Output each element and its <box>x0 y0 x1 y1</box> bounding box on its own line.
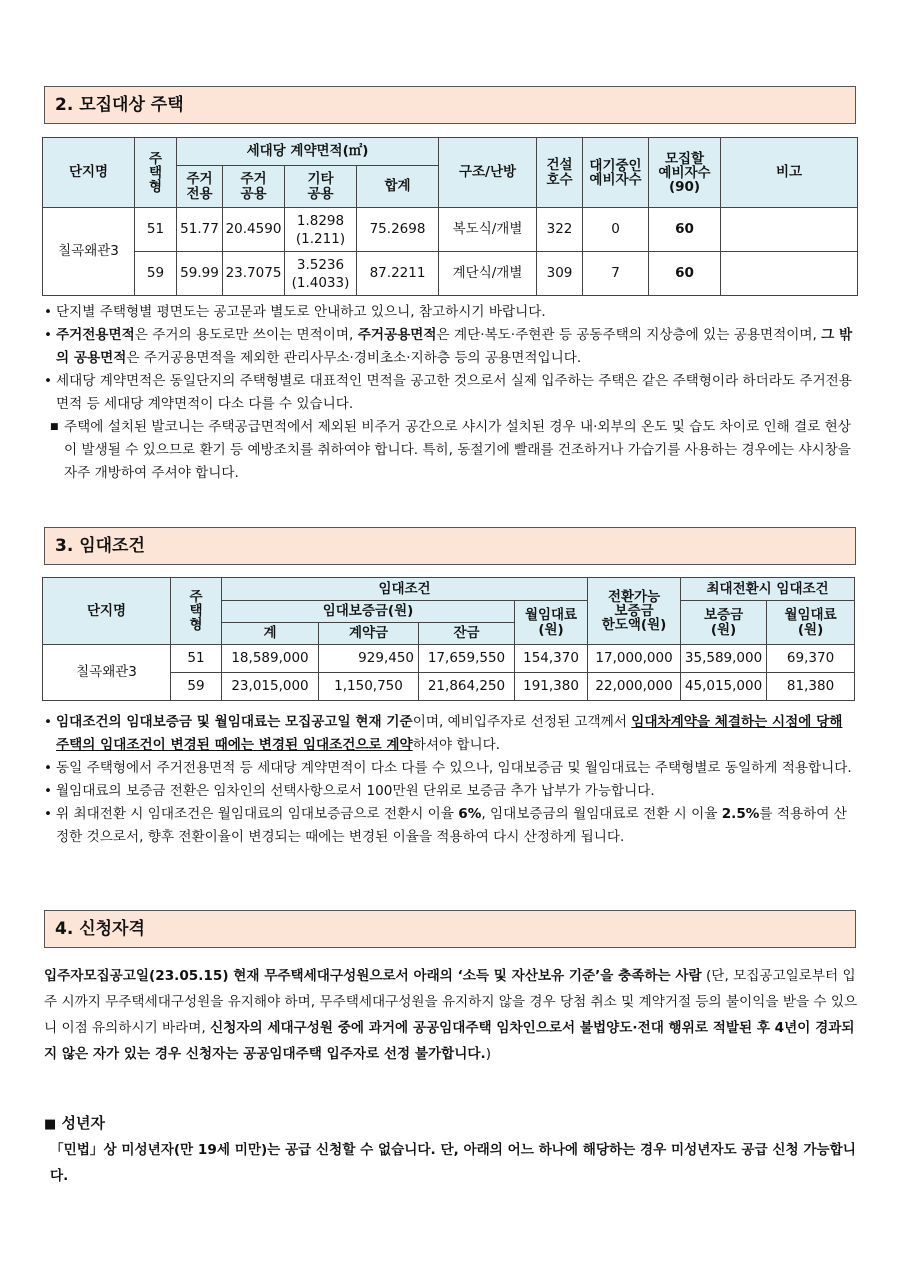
sec2-notes <box>44 301 858 485</box>
table-row <box>43 208 858 252</box>
cell-total: 18,589,000 <box>222 645 319 673</box>
note-item: • 월임대료의 보증금 전환은 임차인의 선택사항으로서 100만원 단위로 보증금 추가 납부가 가능합니다. <box>44 783 655 799</box>
cell-balance: 17,659,550 <box>419 645 515 673</box>
cell-max-deposit: 35,589,000 <box>681 645 767 673</box>
section-header-4: 4. 신청자격 <box>44 910 856 948</box>
header-deposit: 임대보증금(원) <box>222 601 515 623</box>
cell-recruit: 60 <box>649 208 721 252</box>
header-units: 건설 호수 <box>537 138 583 208</box>
header-total: 계 <box>222 623 319 645</box>
adult-section-body: 「민법」상 미성년자(만 19세 미만)는 공급 신청할 수 없습니다. 단, 아래의 어느 하나에 해당하는 경우 미성년자도 공급 신청 가능합니다. <box>50 1142 856 1184</box>
section-header-3: 3. 임대조건 <box>44 527 856 565</box>
cell-convert: 22,000,000 <box>588 673 681 701</box>
header-max-monthly: 월임대료 (원) <box>767 601 855 645</box>
section-header-2: 2. 모집대상 주택 <box>44 86 856 124</box>
cell-contract: 1,150,750 <box>319 673 419 701</box>
header-area: 세대당 계약면적(㎡) <box>177 138 439 166</box>
header-balance: 잔금 <box>419 623 515 645</box>
cell-excl: 59.99 <box>177 252 223 296</box>
header-complex: 단지명 <box>43 578 171 645</box>
header-contract: 계약금 <box>319 623 419 645</box>
header-convert: 전환가능 보증금 한도액(원) <box>588 578 681 645</box>
header-remark: 비고 <box>721 138 858 208</box>
cell-excl: 51.77 <box>177 208 223 252</box>
note-item: • 임대조건의 임대보증금 및 월임대료는 모집공고일 현재 기준이며, 예비입주자로 선정된 고객께서 임대차계약을 체결하는 시점에 당해 주택의 임대조건이 변경된 때에는 변경된 임대조건으로 계약하셔야 합니다. <box>44 714 843 753</box>
cell-monthly: 154,370 <box>515 645 588 673</box>
cell-common: 23.7075 <box>223 252 285 296</box>
lease-table <box>42 577 855 701</box>
cell-max-monthly: 69,370 <box>767 645 855 673</box>
cell-type: 59 <box>171 673 222 701</box>
note-item: • 세대당 계약면적은 동일단지의 주택형별로 대표적인 면적을 공고한 것으로서 실제 입주하는 주택은 같은 주택형이라 하더라도 주거전용면적 등 세대당 계약면적이 다소 다를 수 있습니다. <box>44 373 852 412</box>
eligibility-paragraph: 입주자모집공고일(23.05.15) 현재 무주택세대구성원으로서 아래의 ‘소득 및 자산보유 기준’을 충족하는 사람 (단, 모집공고일로부터 입주 시까지 무주택세대구성원을 유지해야 하며, 무주택세대구성원을 유지하지 않을 경우 당첨 취소 및 계약거절 등의 불이익을 받을 수 있으니 이점 유의하시기 바라며, 신청자의 세대구성원 중에 과거에 공공임대주택 임차인으로서 불법양도·전대 행위로 적발된 후 4년이 경과되지 않은 자가 있는 경우 신청자는 공공임대주택 입주자로 선정 불가합니다.) <box>44 968 858 1062</box>
cell-type: 51 <box>135 208 177 252</box>
header-monthly: 월임대료 (원) <box>515 601 588 645</box>
header-area-excl: 주거 전용 <box>177 166 223 208</box>
note-item: • 위 최대전환 시 임대조건은 월임대료의 임대보증금으로 전환시 이율 6%, 임대보증금의 월임대료로 전환 시 이율 2.5%를 적용하여 산정한 것으로서, 향후 전환이율이 변경되는 때에는 변경된 이율을 적용하여 다시 산정하게 됩니다. <box>44 806 847 845</box>
cell-other: 3.5236 (1.4033) <box>285 252 357 296</box>
cell-max-monthly: 81,380 <box>767 673 855 701</box>
cell-units: 309 <box>537 252 583 296</box>
cell-structure: 계단식/개별 <box>439 252 537 296</box>
cell-structure: 복도식/개별 <box>439 208 537 252</box>
complex-name: 칠곡왜관3 <box>43 645 171 701</box>
header-structure: 구조/난방 <box>439 138 537 208</box>
header-complex: 단지명 <box>43 138 135 208</box>
complex-name: 칠곡왜관3 <box>43 208 135 296</box>
cell-other: 1.8298 (1.211) <box>285 208 357 252</box>
header-area-other: 기타 공용 <box>285 166 357 208</box>
header-recruit: 모집할 예비자수 (90) <box>649 138 721 208</box>
header-waiting: 대기중인 예비자수 <box>583 138 649 208</box>
cell-remark <box>721 252 858 296</box>
cell-max-deposit: 45,015,000 <box>681 673 767 701</box>
square-bullet-icon: ■ <box>44 1117 57 1132</box>
cell-total: 23,015,000 <box>222 673 319 701</box>
cell-waiting: 0 <box>583 208 649 252</box>
header-type: 주 택 형 <box>135 138 177 208</box>
table-row <box>43 645 855 673</box>
cell-balance: 21,864,250 <box>419 673 515 701</box>
cell-contract: 929,450 <box>319 645 419 673</box>
header-area-total: 합계 <box>357 166 439 208</box>
cell-type: 59 <box>135 252 177 296</box>
cell-common: 20.4590 <box>223 208 285 252</box>
table-row <box>43 252 858 296</box>
header-area-common: 주거 공용 <box>223 166 285 208</box>
cell-type: 51 <box>171 645 222 673</box>
header-type: 주 택 형 <box>171 578 222 645</box>
adult-section-title: ■ 성년자 <box>44 1114 106 1132</box>
sec3-notes <box>44 711 858 849</box>
cell-convert: 17,000,000 <box>588 645 681 673</box>
cell-recruit: 60 <box>649 252 721 296</box>
cell-remark <box>721 208 858 252</box>
note-item: • 단지별 주택형별 평면도는 공고문과 별도로 안내하고 있으니, 참고하시기 바랍니다. <box>44 304 546 320</box>
cell-units: 322 <box>537 208 583 252</box>
header-max-deposit: 보증금 (원) <box>681 601 767 645</box>
housing-table <box>42 137 858 296</box>
note-item: • 동일 주택형에서 주거전용면적 등 세대당 계약면적이 다소 다를 수 있으나, 임대보증금 및 월임대료는 주택형별로 동일하게 적용합니다. <box>44 760 852 776</box>
note-item: • 주거전용면적은 주거의 용도로만 쓰이는 면적이며, 주거공용면적은 계단·복도·주현관 등 공동주택의 지상층에 있는 공용면적이며, 그 밖의 공용면적은 주거공용면적을 제외한 관리사무소·경비초소·지하층 등의 공용면적입니다. <box>44 327 853 366</box>
cell-waiting: 7 <box>583 252 649 296</box>
note-item: ■ 주택에 설치된 발코니는 주택공급면적에서 제외된 비주거 공간으로 샤시가 설치된 경우 내·외부의 온도 및 습도 차이로 인해 결로 현상이 발생될 수 있으므로 환기 등 예방조치를 취하여야 합니다. 특히, 동절기에 빨래를 건조하거나 가습기를 사용하는 경우에는 샤시창을 자주 개방하여 주셔야 합니다. <box>50 419 851 481</box>
cell-monthly: 191,380 <box>515 673 588 701</box>
header-max: 최대전환시 임대조건 <box>681 578 855 601</box>
header-lease: 임대조건 <box>222 578 588 601</box>
cell-total: 75.2698 <box>357 208 439 252</box>
cell-total: 87.2211 <box>357 252 439 296</box>
